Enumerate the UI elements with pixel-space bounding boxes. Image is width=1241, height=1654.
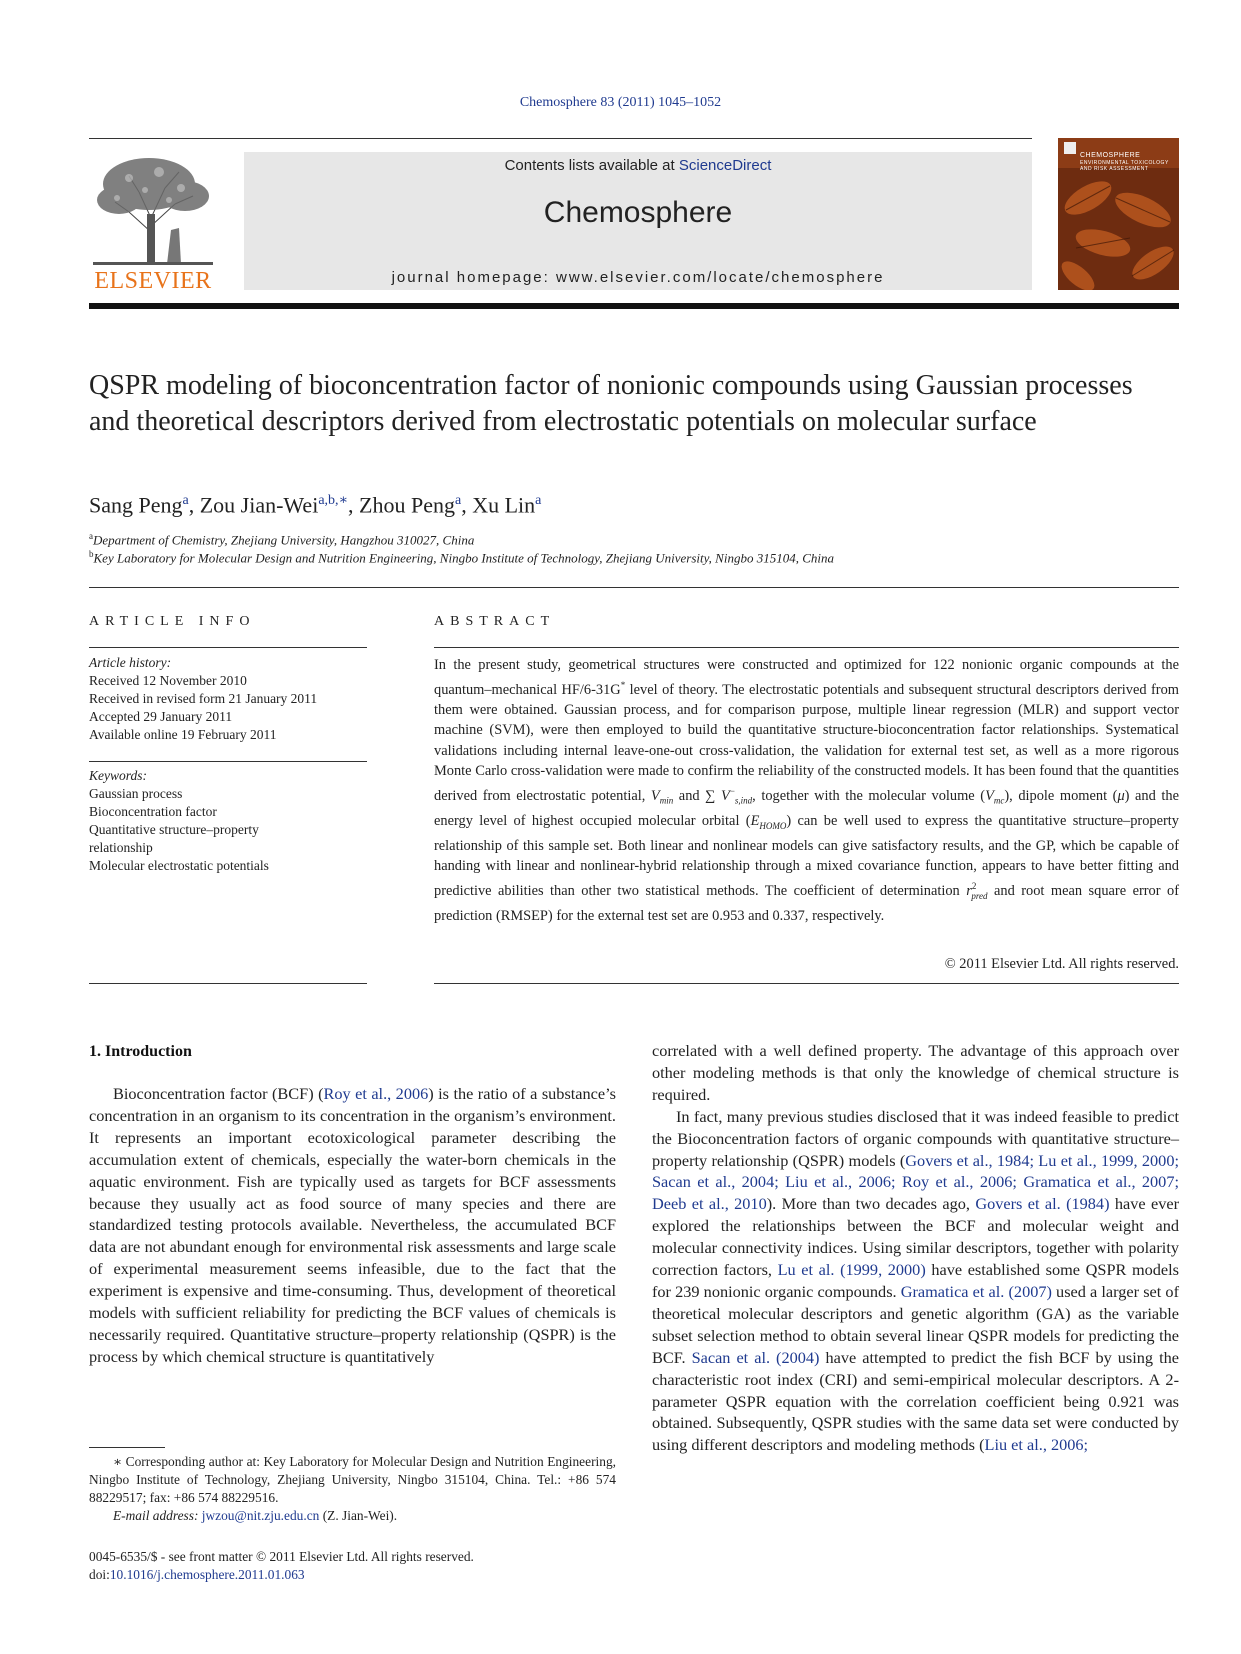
divider [434,647,1179,648]
cover-title: CHEMOSPHERE [1080,152,1141,159]
keyword-item: Molecular electrostatic potentials [89,858,269,873]
author-affil-link[interactable]: a,b,∗ [318,493,349,508]
citation-link[interactable]: Gramatica et al. (2007) [900,1281,1052,1301]
header-thick-rule [89,303,1179,309]
divider [89,587,1179,588]
journal-masthead [244,152,1032,290]
publisher-name[interactable]: ELSEVIER [94,268,212,294]
citation-link[interactable]: Sacan et al. (2004) [691,1347,820,1367]
journal-reference[interactable]: Chemosphere 83 (2011) 1045–1052 [519,95,722,110]
doi-line: doi:10.1016/j.chemosphere.2011.01.063 [89,1567,305,1582]
journal-name: Chemosphere [543,196,733,229]
abstract-copyright: © 2011 Elsevier Ltd. All rights reserved. [944,956,1179,972]
abstract-heading: ABSTRACT [434,614,556,629]
history-item: Received in revised form 21 January 2011 [89,691,318,706]
author-affil-link[interactable]: a [535,493,542,508]
footnote-rule [89,1447,165,1448]
citation-link[interactable]: Roy et al., 2006 [323,1084,429,1103]
author-affil-link[interactable]: a [455,493,462,508]
article-info-heading: ARTICLE INFO [89,614,256,629]
divider [89,647,367,648]
author-affil-link[interactable]: a [182,493,189,508]
citation-link[interactable]: Govers et al., 1984; Lu et al., 1999, 2000; Sacan et al., 2004; Liu et al., 2006; Roy et al., 2006; Gramatica et al., 2007; Deeb et al., 2010 [652,1150,1179,1214]
journal-homepage[interactable]: journal homepage: www.elsevier.com/locate/chemosphere [391,269,885,286]
corresponding-author-footnote: ∗ Corresponding author at: Key Laboratory for Molecular Design and Nutrition Engineering, Ningbo Institute of Technology, Zhejiang University, Ningbo 315104, China. Tel.: +86 574 88229517; fax: +86 574 88229516. [89,1454,616,1505]
journal-cover-thumbnail[interactable] [1058,138,1179,290]
introduction-heading: 1. Introduction [89,1043,192,1060]
email-line: E-mail address: jwzou@nit.zju.edu.cn (Z. Jian-Wei). [113,1508,398,1523]
history-label: Article history: [89,655,172,670]
divider [434,983,1179,984]
body-paragraph: correlated with a well defined property. The advantage of this approach over other modeling methods is that only the knowledge of chemical structure is required. [652,1041,1179,1104]
body-column-right [652,1040,1179,1456]
author-list: Sang Peng$^a$, Zou Jian-Wei$^{a,b,∗}$, Zhou Peng$^a$, Xu Lin$^a$ [89,492,542,518]
author-name: Xu Lin [472,492,536,518]
tree-icon [89,152,217,267]
author-name: Zou Jian-Wei [199,492,319,518]
divider [89,761,367,762]
history-item: Received 12 November 2010 [89,673,247,688]
abstract-text: In the present study, geometrical structures were constructed and optimized for 122 nonionic organic compounds at the quantum–mechanical HF/6-31G* level of theory. The electrostatic potentials and subsequent structural descriptors derived from them were obtained. Gaussian process, and for comparison purpose, multiple linear regression (MLR) and support vector machine (SVM), were then employed to build the quantitative structure-bioconcentration factor relationships. Systematical validations including internal leave-one-out cross-validation, the validation for external test set, as well as a more rigorous Monte Carlo cross-validation were made to confirm the reliability of the constructed models. It has been found that the quantities derived from electrostatic potential, $V_{min}$ and ∑ $V^-_{s,ind}$, together with the molecular volume $(V_{mc})$, dipole moment (μ) and the energy level of highest occupied molecular orbital $(E_{HOMO})$ can be well used to express the quantitative structure–property relationship of this sample set. Both linear and nonlinear models can give satisfactory results, and the GP, which be capable of handing with linear and nonlinear-hybrid relationship through a mixed covariance function, appears to have better fitting and predictive abilities than other two statistical methods. The coefficient of determination $r^2_{pred}$ and root mean square error of prediction (RMSEP) for the external test set are 0.953 and 0.337, respectively. [434,657,1179,925]
divider [89,983,367,984]
keyword-item: Quantitative structure–property [89,822,259,837]
keyword-item: Gaussian process [89,786,183,801]
affiliation-b: $^b$Key Laboratory for Molecular Design and Nutrition Engineering, Ningbo Institute of Technology, Zhejiang University, Ningbo 315104, China [89,549,834,566]
author-name: Sang Peng [89,492,183,518]
top-rule [89,138,1032,139]
body-paragraph: Bioconcentration factor (BCF) (Roy et al., 2006) is the ratio of a substance’s concentration in an organism to its concentration in the organism’s environment. It represents an important ecotoxicological parameter describing the accumulation extent of chemicals, especially the water-born chemicals in the aquatic environment. Fish are typically used as targets for BCF assessments because they usually act as food source of many species and there are standardized testing protocols available. Nevertheless, the accumulated BCF data are not abundant enough for environmental risk assessments and large scale of experimental measurement seems infeasible, due to the fact that the experiment is expensive and time-consuming. Thus, development of theoretical models with sufficient reliability for predicting the BCF values of chemicals is necessarily required. Quantitative structure–property relationship (QSPR) is the process by which chemical structure is quantitatively [89,1084,616,1366]
contents-line: Contents lists available at ScienceDirect [504,157,772,174]
citation-link[interactable]: Govers et al. (1984) [975,1194,1110,1214]
article-history [89,654,367,744]
body-column-left [89,1083,616,1368]
keywords [89,767,367,875]
article-title: QSPR modeling of bioconcentration factor of nonionic compounds using Gaussian processes and theoretical descriptors derived from electrostatic potentials on molecular surface [89,370,1133,437]
cover-subtitle: ENVIRONMENTAL TOXICOLOGY AND RISK ASSESSMENT [1080,160,1169,172]
citation-link[interactable]: Liu et al., 2006; [984,1435,1089,1455]
doi-link[interactable]: 10.1016/j.chemosphere.2011.01.063 [109,1567,305,1582]
email-link[interactable]: jwzou@nit.zju.edu.cn [201,1508,320,1523]
sciencedirect-link[interactable]: ScienceDirect [678,157,772,174]
keywords-label: Keywords: [89,768,147,783]
body-paragraph: In fact, many previous studies disclosed that it was indeed feasible to predict the Bioconcentration factors of organic compounds with quantitative structure–property relationship (QSPR) models (Govers et al., 1984; Lu et al., 1999, 2000; Sacan et al., 2004; Liu et al., 2006; Roy et al., 2006; Gramatica et al., 2007; Deeb et al., 2010). More than two decades ago, Govers et al. (1984) have ever explored the relationships between the BCF and molecular weight and molecular connectivity indices. Using similar descriptors, together with polarity correction factors, Lu et al. (1999, 2000) have established some QSPR models for 239 nonionic organic compounds. Gramatica et al. (2007) used a larger set of theoretical molecular descriptors and genetic algorithm (GA) as the variable subset selection method to obtain several linear QSPR models for predicting the BCF. Sacan et al. (2004) have attempted to predict the fish BCF by using the characteristic root index (CRI) and semi-empirical molecular descriptors. A 2-parameter QSPR equation with the correlation coefficient being 0.921 was obtained. Subsequently, QSPR studies with the same data set were conducted by using different descriptors and modeling methods (Liu et al., 2006; [652,1106,1180,1455]
keyword-item: relationship [89,840,153,855]
issn-line: 0045-6535/$ - see front matter © 2011 Elsevier Ltd. All rights reserved. [89,1549,474,1564]
history-item: Accepted 29 January 2011 [89,709,233,724]
affiliation-a: $^a$Department of Chemistry, Zhejiang University, Hangzhou 310027, China [89,531,475,548]
keyword-item: Bioconcentration factor [89,804,217,819]
citation-link[interactable]: Lu et al. (1999, 2000) [777,1260,926,1280]
history-item: Available online 19 February 2011 [89,727,277,742]
author-name: Zhou Peng [359,492,455,518]
